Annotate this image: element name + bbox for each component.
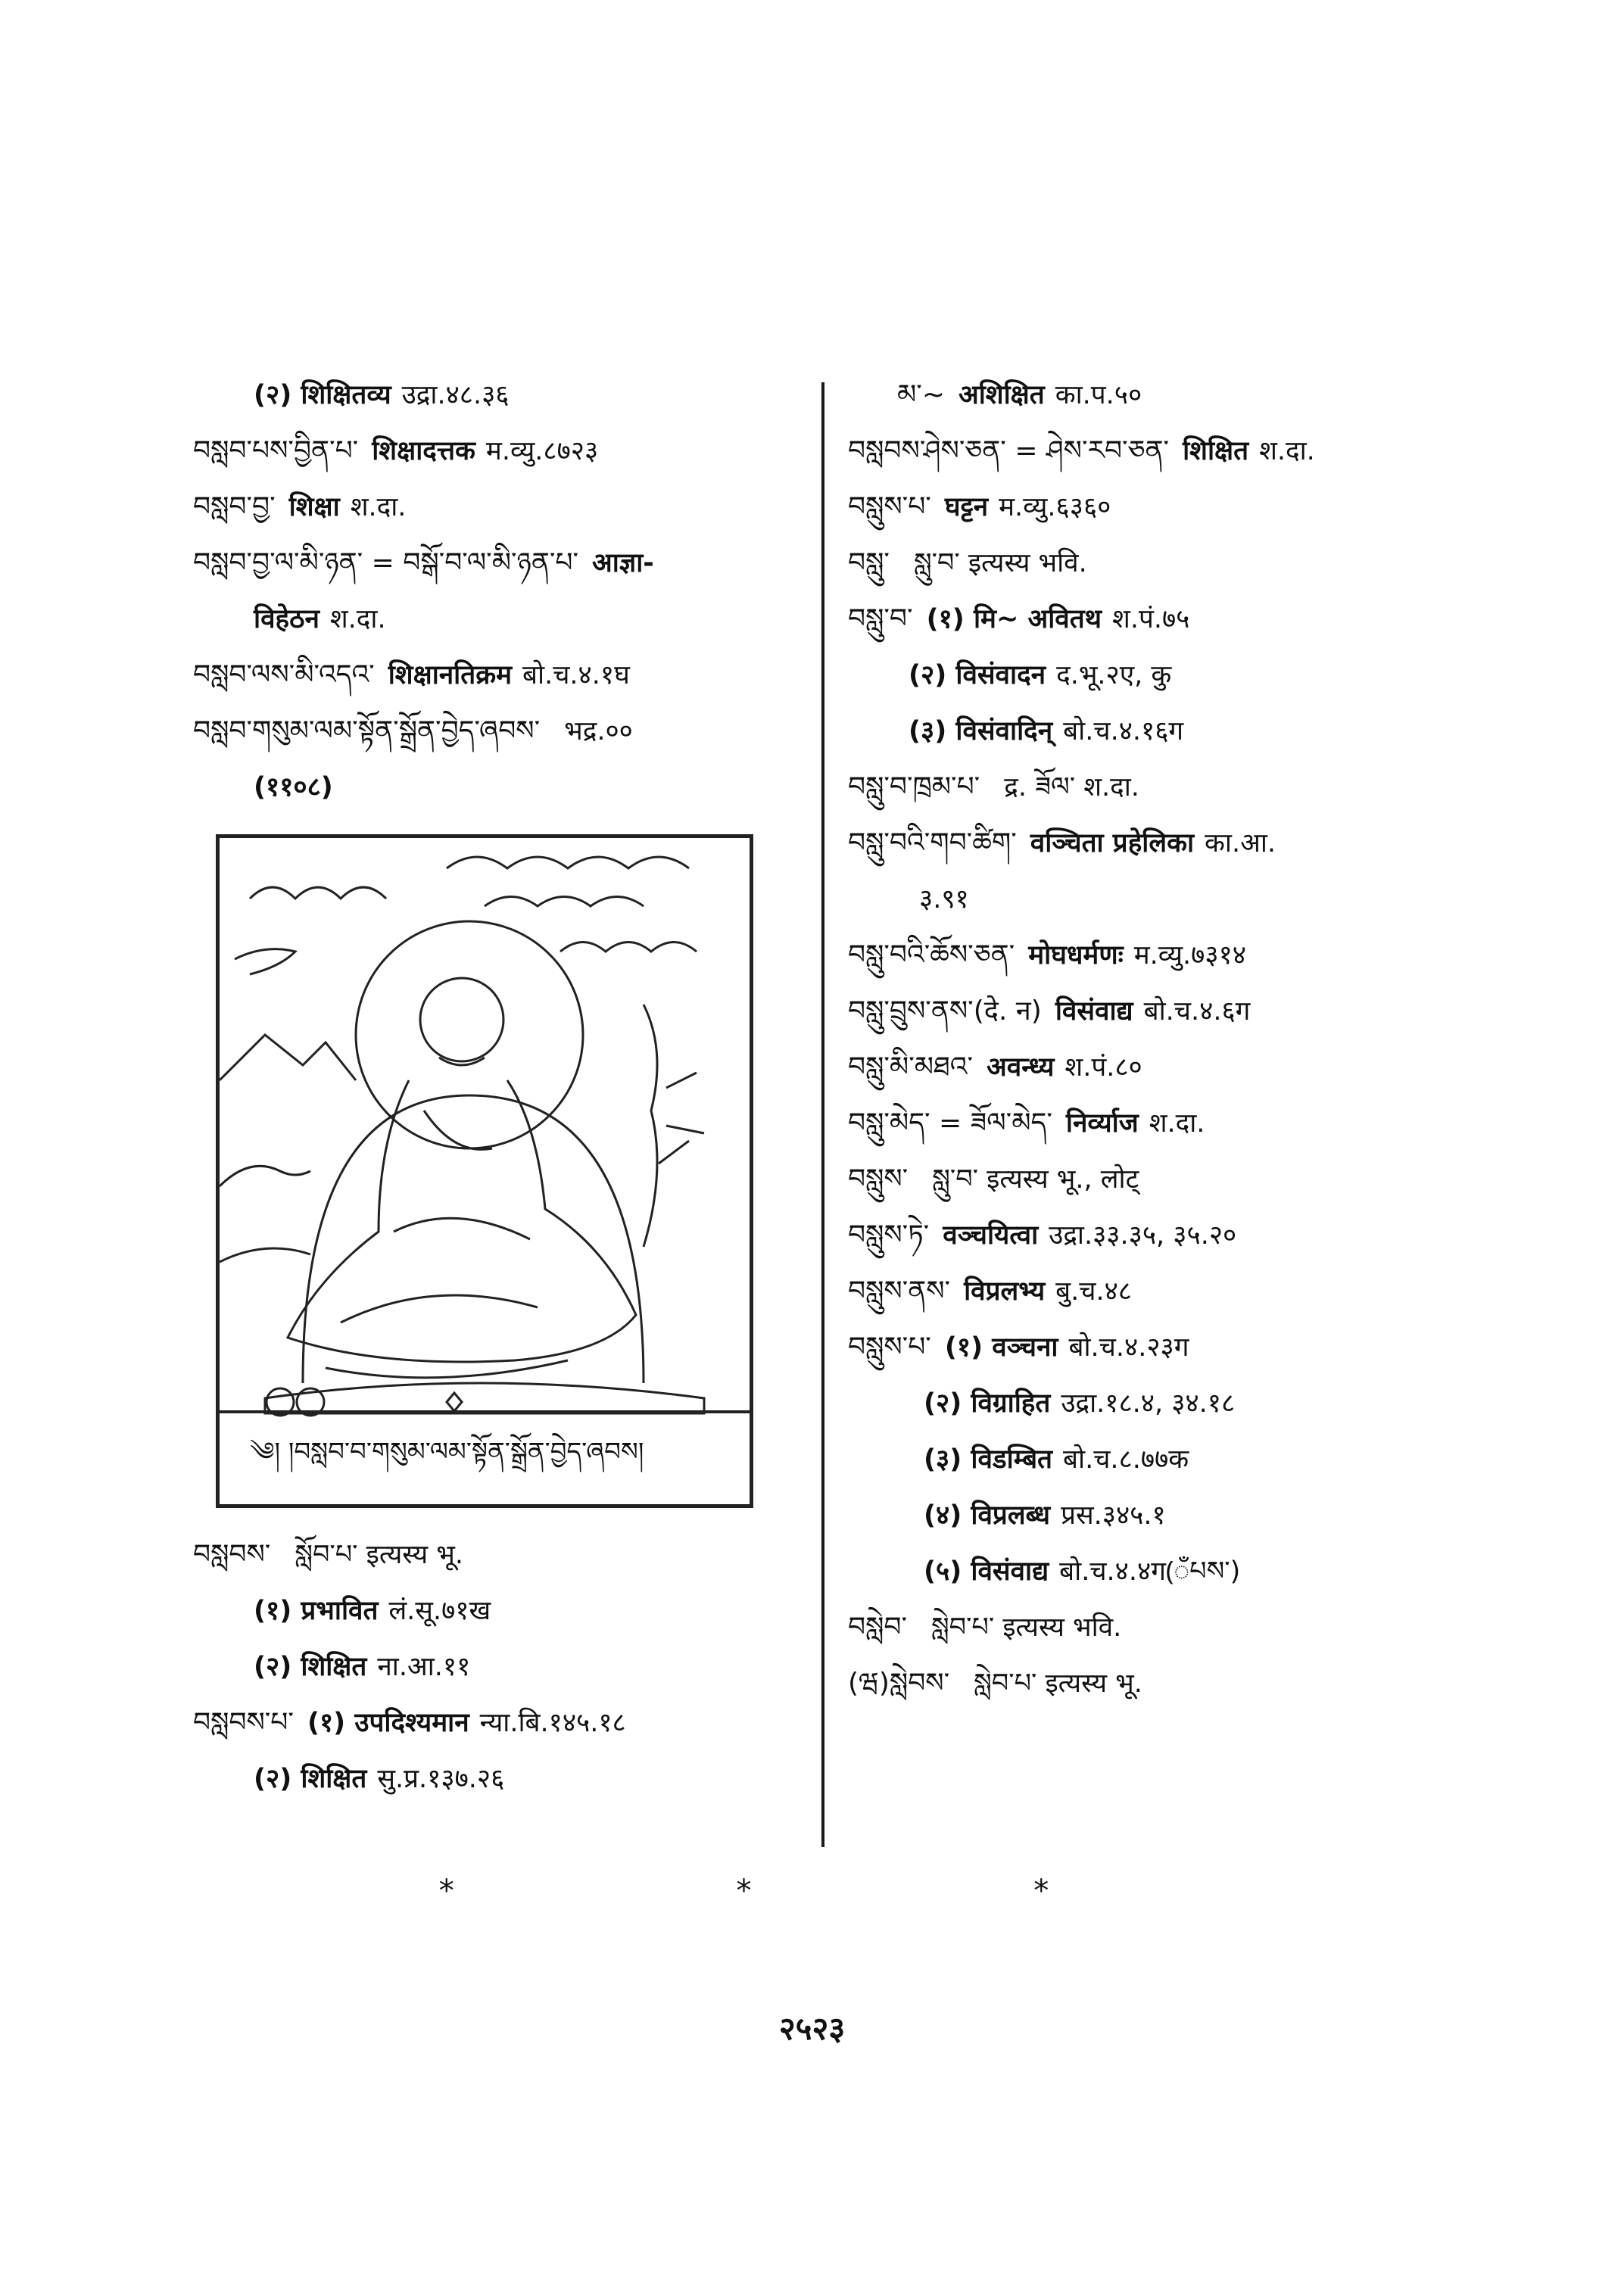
page-number: २५२३ (778, 2010, 846, 2047)
source-reference: श.पं.८० (1064, 1052, 1142, 1083)
sanskrit-equivalent: (१) वञ्चना (944, 1332, 1058, 1363)
left-column (193, 379, 814, 1818)
tibetan-headword: བསླུས་ནས་ (848, 1276, 951, 1307)
source-reference: उद्रा.१८.४, ३४.१८ (1061, 1388, 1236, 1419)
dictionary-entry (848, 1443, 1469, 1476)
dictionary-entry (193, 379, 814, 412)
sanskrit-equivalent: मोघधर्मणः (1028, 940, 1124, 970)
tibetan-headword: མ་~ (897, 379, 945, 410)
sanskrit-equivalent: (३) विडम्बित (924, 1444, 1053, 1475)
sanskrit-equivalent: विसंवाद्य (1055, 996, 1133, 1027)
sanskrit-equivalent: वञ्चयित्वा (943, 1220, 1039, 1251)
column-divider (821, 382, 824, 1847)
source-reference: का.प.५० (1055, 380, 1142, 410)
tibetan-headword: བསླབ་གསུམ་ལམ་སྟོན་སྒྲོན་བྱེད་ཞབས་ (193, 715, 541, 746)
dictionary-entry (848, 1331, 1469, 1364)
dictionary-entry (193, 771, 814, 804)
tibetan-headword: བསླེབ་ (848, 1612, 908, 1643)
dictionary-entry (848, 603, 1469, 636)
left-entries-top (193, 379, 814, 804)
tibetan-headword: བསླུ་མི་མཐའ་ (848, 1051, 974, 1083)
lama-illustration (216, 834, 753, 1508)
dictionary-entry (193, 1538, 814, 1572)
source-reference: श.पं.७५ (1112, 604, 1190, 634)
source-reference: द्र. ཟོལ་ श.दा. (1004, 772, 1139, 802)
source-reference: སླུ་བ་ इत्यस्य भवि. (913, 548, 1087, 578)
sanskrit-equivalent: (२) विसंवादन (909, 660, 1046, 690)
tibetan-headword: བསླབས་ཤེས་ཅན་ = ཤེས་རབ་ཅན་ (848, 435, 1170, 466)
sanskrit-equivalent: (३) विसंवादिन् (909, 716, 1053, 746)
figure-caption-band (220, 1410, 750, 1504)
source-reference: बु.च.४८ (1055, 1276, 1133, 1307)
dictionary-entry (193, 491, 814, 524)
dictionary-entry (193, 435, 814, 468)
source-reference: म.व्यु.८७२३ (485, 436, 599, 466)
sanskrit-equivalent: (४) विप्रलब्ध (924, 1500, 1051, 1531)
source-reference: बो.च.४.४ग(ँཔས་) (1059, 1556, 1241, 1587)
sanskrit-equivalent: (१) प्रभावित (254, 1596, 379, 1626)
figure-container (216, 834, 814, 1508)
right-entries (848, 379, 1469, 1700)
dictionary-entry (848, 1499, 1469, 1532)
right-column (848, 379, 1469, 1723)
dictionary-entry (848, 1611, 1469, 1644)
dictionary-entry (193, 1594, 814, 1628)
source-reference: སློབ་པ་ इत्यस्य भू. (295, 1540, 464, 1570)
source-reference: लं.सू.७१ख (388, 1596, 491, 1626)
tibetan-headword: བསླབ་བྱ་ལ་མི་ཉན་ = བསྒོ་བ་ལ་མི་ཉན་པ་ (193, 547, 579, 578)
dictionary-entry (848, 379, 1469, 412)
dictionary-entry (848, 1219, 1469, 1252)
dictionary-entry (848, 547, 1469, 580)
sanskrit-equivalent: (५) विसंवाद्य (924, 1556, 1049, 1587)
tibetan-headword: བསླུས་པ་ (848, 491, 931, 522)
source-reference: बो.च.४.१घ (522, 660, 630, 690)
tibetan-headword: བསླུས་ (848, 1164, 909, 1195)
tibetan-headword: བསླབ་ལས་མི་འདའ་ (193, 659, 375, 690)
source-reference: द.भू.२ए, कु (1056, 660, 1172, 690)
source-reference: उद्रा.४८.३६ (401, 380, 510, 410)
source-reference: ना.आ.११ (377, 1652, 471, 1682)
sanskrit-equivalent: निर्व्याज (1065, 1108, 1139, 1139)
dictionary-entry (848, 883, 1469, 916)
source-reference: बो.च.४.१६ग (1063, 716, 1184, 746)
dictionary-entry (193, 1706, 814, 1740)
tibetan-headword: བསླུ་མེད་ = ཟོལ་མེད་ (848, 1108, 1052, 1139)
dictionary-entry (848, 1051, 1469, 1084)
sanskrit-equivalent: (१) मि~ अवितथ (926, 604, 1102, 634)
source-reference: बो.च.४.२३ग (1068, 1332, 1189, 1363)
sanskrit-equivalent: (२) शिक्षित (254, 1652, 367, 1682)
dictionary-entry (848, 1107, 1469, 1140)
sanskrit-equivalent: आज्ञा- (592, 548, 654, 578)
dictionary-entry (848, 771, 1469, 804)
tibetan-headword: བསླབས་པ་ (193, 1707, 294, 1738)
sanskrit-equivalent: (२) शिक्षित (254, 1764, 367, 1794)
dictionary-entry (848, 435, 1469, 468)
source-reference: སླུ་བ་ इत्यस्य भू., लोट् (932, 1164, 1139, 1195)
tibetan-headword: བསླབས་ (193, 1539, 271, 1570)
sanskrit-equivalent: (११०८) (254, 772, 333, 802)
dictionary-entry (848, 491, 1469, 524)
sanskrit-equivalent: शिक्षानतिक्रम (388, 660, 513, 690)
source-reference: श.दा. (1259, 436, 1315, 466)
source-reference: སླེབ་པ་ इत्यस्य भवि. (931, 1612, 1122, 1643)
dictionary-entry (848, 1275, 1469, 1308)
tibetan-headword: བསླབ་བྱ་ (193, 491, 276, 522)
source-reference: म.व्यु.७३१४ (1133, 940, 1246, 970)
tibetan-headword: བསླུ་བ་ཁྲམ་པ་ (848, 771, 980, 802)
sanskrit-equivalent: विहेठन (254, 604, 320, 634)
sanskrit-equivalent: शिक्षा (288, 492, 340, 522)
source-reference: उद्रा.३३.३५, ३५.२० (1049, 1220, 1237, 1251)
dictionary-entry (848, 939, 1469, 972)
dictionary-entry (193, 603, 814, 636)
dictionary-entry (193, 547, 814, 580)
sanskrit-equivalent: (२) शिक्षितव्य (254, 380, 391, 410)
sanskrit-equivalent: विप्रलभ्य (964, 1276, 1046, 1307)
sanskrit-equivalent: शिक्षित (1183, 436, 1249, 466)
sanskrit-equivalent: (१) उपदिश्यमान (307, 1708, 469, 1738)
source-reference: बो.च.४.६ग (1143, 996, 1251, 1027)
dictionary-entry (193, 659, 814, 692)
tibetan-headword: བསླུ་བའི་ཆོས་ཅན་ (848, 939, 1015, 970)
tibetan-headword: བསླུ་བའི་གབ་ཚིག་ (848, 827, 1017, 858)
tibetan-headword: བསླུ་བ་ (848, 603, 913, 634)
source-reference: སླེབ་པ་ इत्यस्य भू. (974, 1668, 1142, 1699)
sanskrit-equivalent: अशिक्षित (959, 380, 1045, 410)
tibetan-headword: བསླུ་ (848, 547, 890, 578)
sanskrit-equivalent: अवन्ध्य (987, 1052, 1055, 1083)
tibetan-headword: བསླུ་བྲུས་ནས་(दे. न) (848, 995, 1042, 1027)
dictionary-entry (193, 1650, 814, 1684)
sanskrit-equivalent: शिक्षादत्तक (372, 436, 475, 466)
dictionary-entry (193, 1762, 814, 1796)
dictionary-entry (848, 995, 1469, 1028)
source-reference: न्या.बि.१४५.१८ (479, 1708, 626, 1738)
source-reference: म.व्यु.६३६० (999, 492, 1111, 522)
source-reference: श.दा. (350, 492, 407, 522)
dictionary-entry (848, 1387, 1469, 1420)
source-reference: श.दा. (1149, 1108, 1205, 1139)
source-reference: भद्र.०० (564, 716, 633, 746)
tibetan-headword: བསླབ་པས་བྱིན་པ་ (193, 435, 359, 466)
tibetan-headword: (ཝ)སླེབས་ (848, 1668, 950, 1699)
dictionary-entry (848, 827, 1469, 860)
source-reference: बो.च.८.७७क (1063, 1444, 1189, 1475)
tibetan-headword: བསླུས་ཏེ་ (848, 1220, 930, 1251)
tibetan-headword: བསླུས་པ་ (848, 1332, 931, 1363)
source-reference: प्रस.३४५.१ (1061, 1500, 1166, 1531)
dictionary-entry (848, 1667, 1469, 1700)
sanskrit-equivalent: घट्टन (944, 492, 989, 522)
figure-caption: ༄། །བསླབ་བ་གསུམ་ལམ་སྟོན་སྒྲོན་བྱེད་ཞབས། (250, 1437, 644, 1467)
source-reference: ३.९१ (919, 884, 969, 914)
section-stars: * * * (438, 1874, 1186, 1908)
dictionary-entry (848, 715, 1469, 748)
left-entries-bottom (193, 1538, 814, 1796)
sanskrit-equivalent: (२) विग्राहित (924, 1388, 1051, 1419)
dictionary-entry (848, 1163, 1469, 1196)
dictionary-entry (193, 715, 814, 748)
dictionary-entry (848, 1555, 1469, 1588)
source-reference: श.दा. (329, 604, 386, 634)
sanskrit-equivalent: वञ्चिता प्रहेलिका (1030, 828, 1195, 858)
source-reference: का.आ. (1205, 828, 1276, 858)
lama-drawing (220, 838, 750, 1504)
dictionary-entry (848, 659, 1469, 692)
source-reference: सु.प्र.१३७.२६ (377, 1764, 505, 1794)
